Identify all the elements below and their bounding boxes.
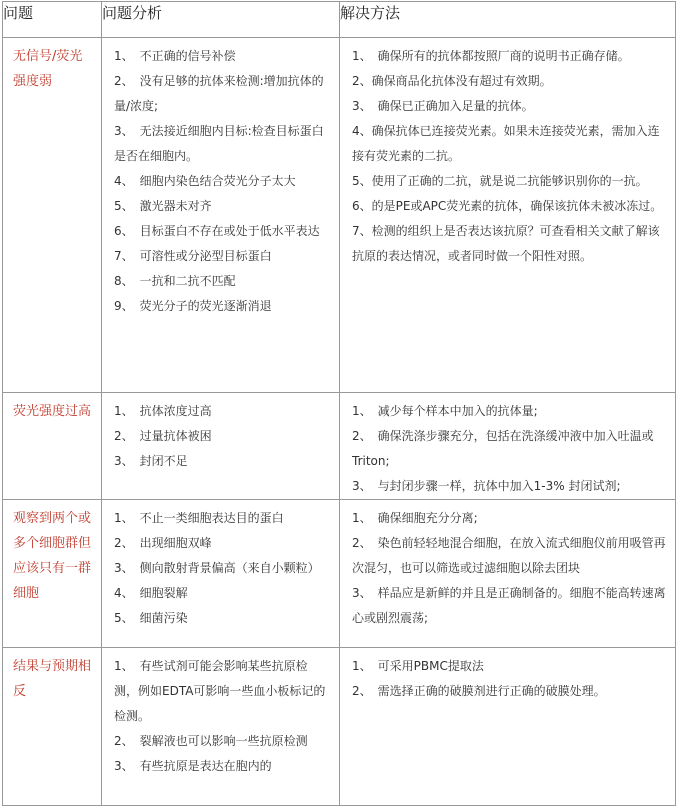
troubleshooting-table	[2, 1, 676, 806]
solution-item: 1、 确保所有的抗体都按照厂商的说明书正确存储。	[352, 49, 630, 63]
analysis-item: 2、 没有足够的抗体来检测:增加抗体的量/浓度;	[114, 74, 324, 113]
problem-cell: 荧光强度过高	[3, 393, 102, 500]
analysis-item: 2、 过量抗体被困	[114, 429, 212, 443]
analysis-cell	[102, 393, 340, 500]
analysis-cell	[102, 648, 340, 806]
solution-item: 3、 样品应是新鲜的并且是正确制备的。细胞不能高转速离心或剧烈震荡;	[352, 586, 666, 625]
analysis-item: 3、 封闭不足	[114, 454, 188, 468]
header-row	[3, 2, 676, 38]
solution-item: 2、 需选择正确的破膜剂进行正确的破膜处理。	[352, 684, 606, 698]
table-row	[3, 648, 676, 806]
header-solution: 解决方法	[340, 2, 676, 38]
solution-item: 2、 染色前轻轻地混合细胞，在放入流式细胞仪前用吸管再次混匀，也可以筛选或过滤细胞以除去团块	[352, 536, 666, 575]
solution-cell	[340, 393, 676, 500]
analysis-item: 5、 激光器未对齐	[114, 199, 212, 213]
solution-item: 2、确保商品化抗体没有超过有效期。	[352, 74, 552, 88]
solution-item: 6、的是PE或APC荧光素的抗体，确保该抗体未被冰冻过。	[352, 199, 663, 213]
solution-item: 4、确保抗体已连接荧光素。如果未连接荧光素，需加入连接有荧光素的二抗。	[352, 124, 660, 163]
analysis-item: 2、 裂解液也可以影响一些抗原检测	[114, 734, 308, 748]
header-problem: 问题	[3, 2, 102, 38]
analysis-item: 5、 细菌污染	[114, 611, 188, 625]
analysis-item: 4、 细胞内染色结合荧光分子太大	[114, 174, 296, 188]
analysis-item: 8、 一抗和二抗不匹配	[114, 274, 236, 288]
analysis-cell	[102, 500, 340, 648]
problem-cell: 观察到两个或多个细胞群但应该只有一群细胞	[3, 500, 102, 648]
analysis-item: 6、 目标蛋白不存在或处于低水平表达	[114, 224, 320, 238]
problem-cell: 结果与预期相反	[3, 648, 102, 806]
analysis-item: 1、 有些试剂可能会影响某些抗原检测，例如EDTA可影响一些血小板标记的检测。	[114, 659, 326, 723]
analysis-item: 9、 荧光分子的荧光逐渐消退	[114, 299, 272, 313]
analysis-item: 1、 抗体浓度过高	[114, 404, 212, 418]
solution-item: 2、 确保洗涤步骤充分，包括在洗涤缓冲液中加入吐温或 Triton;	[352, 429, 654, 468]
analysis-item: 2、 出现细胞双峰	[114, 536, 212, 550]
analysis-item: 4、 细胞裂解	[114, 586, 188, 600]
solution-cell	[340, 648, 676, 806]
solution-item: 3、 确保已正确加入足量的抗体。	[352, 99, 534, 113]
analysis-item: 7、 可溶性或分泌型目标蛋白	[114, 249, 272, 263]
solution-item: 3、 与封闭步骤一样，抗体中加入1-3% 封闭试剂;	[352, 479, 621, 493]
solution-cell	[340, 38, 676, 393]
table-row	[3, 38, 676, 393]
problem-cell: 无信号/荧光强度弱	[3, 38, 102, 393]
header-analysis: 问题分析	[102, 2, 340, 38]
solution-item: 1、 可采用PBMC提取法	[352, 659, 484, 673]
analysis-item: 1、 不正确的信号补偿	[114, 49, 236, 63]
solution-cell	[340, 500, 676, 648]
analysis-item: 3、 有些抗原是表达在胞内的	[114, 759, 272, 773]
solution-item: 1、 减少每个样本中加入的抗体量;	[352, 404, 538, 418]
analysis-item: 1、 不止一类细胞表达目的蛋白	[114, 511, 284, 525]
solution-item: 1、 确保细胞充分分离;	[352, 511, 478, 525]
analysis-item: 3、 侧向散射背景偏高（来自小颗粒）	[114, 561, 320, 575]
solution-item: 7、检测的组织上是否表达该抗原？可查看相关文献了解该抗原的表达情况，或者同时做一个阳性对照。	[352, 224, 660, 263]
solution-item: 5、使用了正确的二抗，就是说二抗能够识别你的一抗。	[352, 174, 648, 188]
analysis-item: 3、 无法接近细胞内目标:检查目标蛋白是否在细胞内。	[114, 124, 324, 163]
analysis-cell	[102, 38, 340, 393]
table-row	[3, 500, 676, 648]
table-row	[3, 393, 676, 500]
